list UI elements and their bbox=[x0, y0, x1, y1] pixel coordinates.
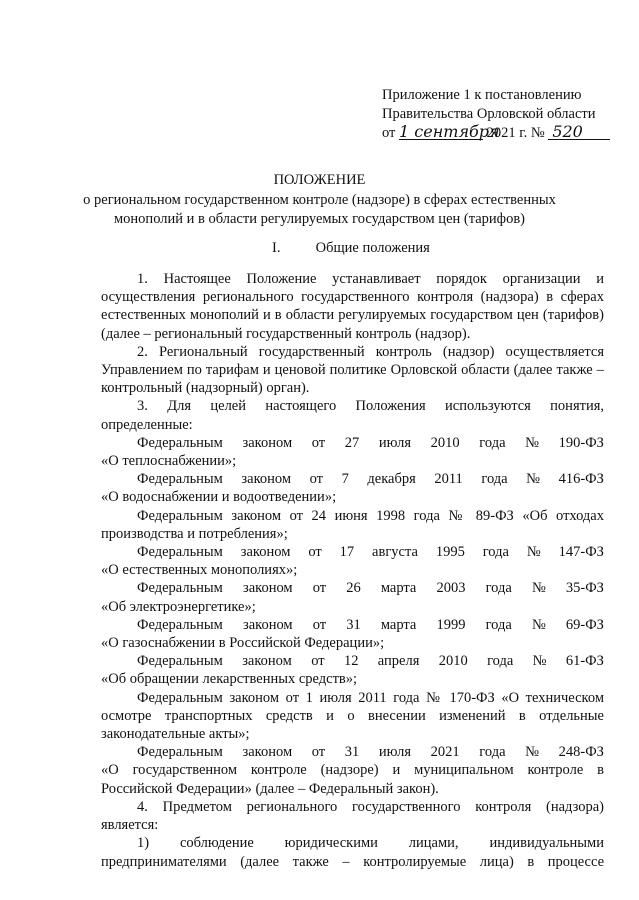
paragraph-3-head: 3. Для целей настоящего Положения используются понятия, bbox=[137, 398, 604, 415]
law-word: законом bbox=[242, 580, 293, 597]
header-line-1: Приложение 1 к постановлению bbox=[382, 87, 582, 103]
law-word: марта bbox=[380, 616, 417, 633]
law-word: 17 bbox=[339, 544, 355, 561]
appendix-header bbox=[382, 86, 622, 143]
law-word: от bbox=[312, 616, 327, 633]
law-word: года bbox=[479, 744, 506, 761]
paragraph-1: 1. Настоящее Положение устанавливает порядок организации и осуществления регионального государственного контроля (надзора) в сферах естественных монополий и в области регулируемых государством цен (тарифов) (далее – региональный государственный контроль (надзор). bbox=[101, 271, 604, 342]
law-item bbox=[101, 507, 604, 543]
law-word: от bbox=[311, 653, 325, 670]
law-title: «Об обращении лекарственных средств»; bbox=[101, 671, 358, 688]
law-word: Федеральным bbox=[137, 580, 223, 597]
law-word: 248-ФЗ bbox=[558, 744, 604, 761]
document-subtitle-line-2: монополий и в области регулируемых государством цен (тарифов) bbox=[114, 211, 525, 227]
law-word: 35-ФЗ bbox=[565, 580, 604, 597]
law-word: Федеральным bbox=[137, 544, 223, 561]
law-word: 190-ФЗ bbox=[558, 434, 604, 451]
law-word: от bbox=[312, 580, 327, 597]
law-item bbox=[101, 543, 604, 579]
law-title: «О водоснабжении и водоотведении»; bbox=[101, 489, 337, 506]
law-word: 2021 bbox=[430, 744, 460, 761]
law-citation-line bbox=[101, 743, 604, 761]
law-text: Федеральным законом от 1 июля 2011 года № 170-ФЗ «О техническом осмотре транспортных средств и о внесении изменений в отдельные законодательные акты»; bbox=[101, 689, 604, 743]
law-item bbox=[101, 743, 604, 798]
law-item bbox=[101, 616, 604, 652]
law-word: № bbox=[532, 653, 547, 670]
law-item bbox=[101, 434, 604, 470]
law-word: 2003 bbox=[436, 580, 466, 597]
law-word: законом bbox=[242, 616, 293, 633]
law-citation-line bbox=[101, 543, 604, 561]
law-word: 12 bbox=[343, 653, 359, 670]
law-word: года bbox=[482, 544, 509, 561]
law-word: 2011 bbox=[434, 471, 463, 488]
handwritten-number: 520 bbox=[548, 124, 610, 140]
law-word: Федеральным bbox=[137, 434, 223, 451]
law-title: «О теплоснабжении»; bbox=[101, 453, 237, 470]
paragraph-3-tail: определенные: bbox=[101, 416, 193, 433]
law-word: № bbox=[525, 744, 539, 761]
law-word: № bbox=[526, 471, 541, 488]
law-word: 147-ФЗ bbox=[558, 544, 604, 561]
law-title: «О государственном контроле (надзоре) и муниципальном контроле в Российской Федерации» (далее – Федеральный закон). bbox=[101, 762, 604, 797]
law-word: 416-ФЗ bbox=[558, 471, 604, 488]
law-word: от bbox=[311, 744, 326, 761]
law-word: 31 bbox=[344, 744, 360, 761]
document-body bbox=[101, 270, 604, 871]
law-word: законом bbox=[242, 653, 292, 670]
section-number: I. bbox=[272, 240, 281, 256]
header-line-2: Правительства Орловской области bbox=[382, 106, 596, 122]
law-word: законом bbox=[242, 744, 293, 761]
law-word: законом bbox=[241, 471, 292, 488]
law-word: июля bbox=[378, 434, 412, 451]
law-item bbox=[101, 470, 604, 506]
law-word: 61-ФЗ bbox=[565, 653, 604, 670]
date-prefix: от bbox=[382, 125, 396, 141]
law-list bbox=[101, 434, 604, 798]
law-word: Федеральным bbox=[137, 471, 223, 488]
law-word: 7 bbox=[341, 471, 349, 488]
law-word: Федеральным bbox=[137, 744, 223, 761]
law-word: № bbox=[531, 616, 546, 633]
law-citation-line bbox=[101, 434, 604, 452]
law-word: Федеральным bbox=[137, 653, 223, 670]
handwritten-date: 1 сентября bbox=[399, 122, 500, 141]
law-word: 69-ФЗ bbox=[565, 616, 604, 633]
law-word: № bbox=[525, 434, 539, 451]
law-title: «О газоснабжении в Российской Федерации»; bbox=[101, 635, 385, 652]
law-word: от bbox=[311, 434, 326, 451]
law-word: года bbox=[485, 616, 512, 633]
law-item bbox=[101, 579, 604, 615]
header-date-line bbox=[382, 124, 622, 143]
law-citation-line bbox=[101, 616, 604, 634]
law-title: «О естественных монополиях»; bbox=[101, 562, 298, 579]
law-item bbox=[101, 689, 604, 744]
law-text: Федеральным законом от 24 июня 1998 года № 89-ФЗ «Об отходах производства и потребления»; bbox=[101, 507, 604, 542]
law-word: августа bbox=[372, 544, 418, 561]
section-heading bbox=[272, 240, 430, 257]
paragraph-4: 4. Предметом регионального государственного контроля (надзора) является: bbox=[101, 798, 604, 834]
document-subtitle-line-1: о региональном государственном контроле (надзоре) в сферах естественных bbox=[83, 192, 556, 208]
law-word: Федеральным bbox=[137, 616, 223, 633]
law-word: июля bbox=[378, 744, 412, 761]
law-citation-line bbox=[101, 470, 604, 488]
law-word: 1995 bbox=[435, 544, 465, 561]
law-word: законом bbox=[242, 434, 293, 451]
law-item bbox=[101, 652, 604, 688]
law-word: апреля bbox=[377, 653, 420, 670]
law-word: 1999 bbox=[436, 616, 466, 633]
law-citation-line bbox=[101, 579, 604, 597]
document-title: ПОЛОЖЕНИЕ bbox=[273, 172, 366, 188]
date-year: 2021 г. № bbox=[486, 125, 545, 141]
law-word: от bbox=[308, 544, 322, 561]
law-word: 27 bbox=[344, 434, 360, 451]
paragraph-2: 2. Региональный государственный контроль (надзор) осуществляется Управлением по тарифам и ценовой политике Орловской области (далее также – контрольный (надзорный) орган). bbox=[101, 343, 604, 397]
law-word: 2010 bbox=[430, 434, 460, 451]
law-word: от bbox=[309, 471, 324, 488]
law-word: года bbox=[485, 580, 512, 597]
law-word: 26 bbox=[346, 580, 361, 597]
law-word: законом bbox=[240, 544, 291, 561]
law-word: года bbox=[487, 653, 514, 670]
law-citation-line bbox=[101, 652, 604, 670]
law-word: № bbox=[531, 580, 546, 597]
law-word: 2010 bbox=[438, 653, 468, 670]
law-word: года bbox=[481, 471, 508, 488]
list-item-1-head: 1) соблюдение юридическими лицами, индивидуальными bbox=[137, 835, 604, 852]
section-title: Общие положения bbox=[315, 240, 430, 256]
law-title: «Об электроэнергетике»; bbox=[101, 598, 256, 615]
law-word: года bbox=[479, 434, 506, 451]
law-word: № bbox=[526, 544, 541, 561]
law-word: декабря bbox=[367, 471, 416, 488]
list-item-1-tail: предпринимателями (далее также – контролируемые лица) в процессе bbox=[101, 853, 604, 870]
law-word: 31 bbox=[346, 616, 361, 633]
law-word: марта bbox=[380, 580, 417, 597]
